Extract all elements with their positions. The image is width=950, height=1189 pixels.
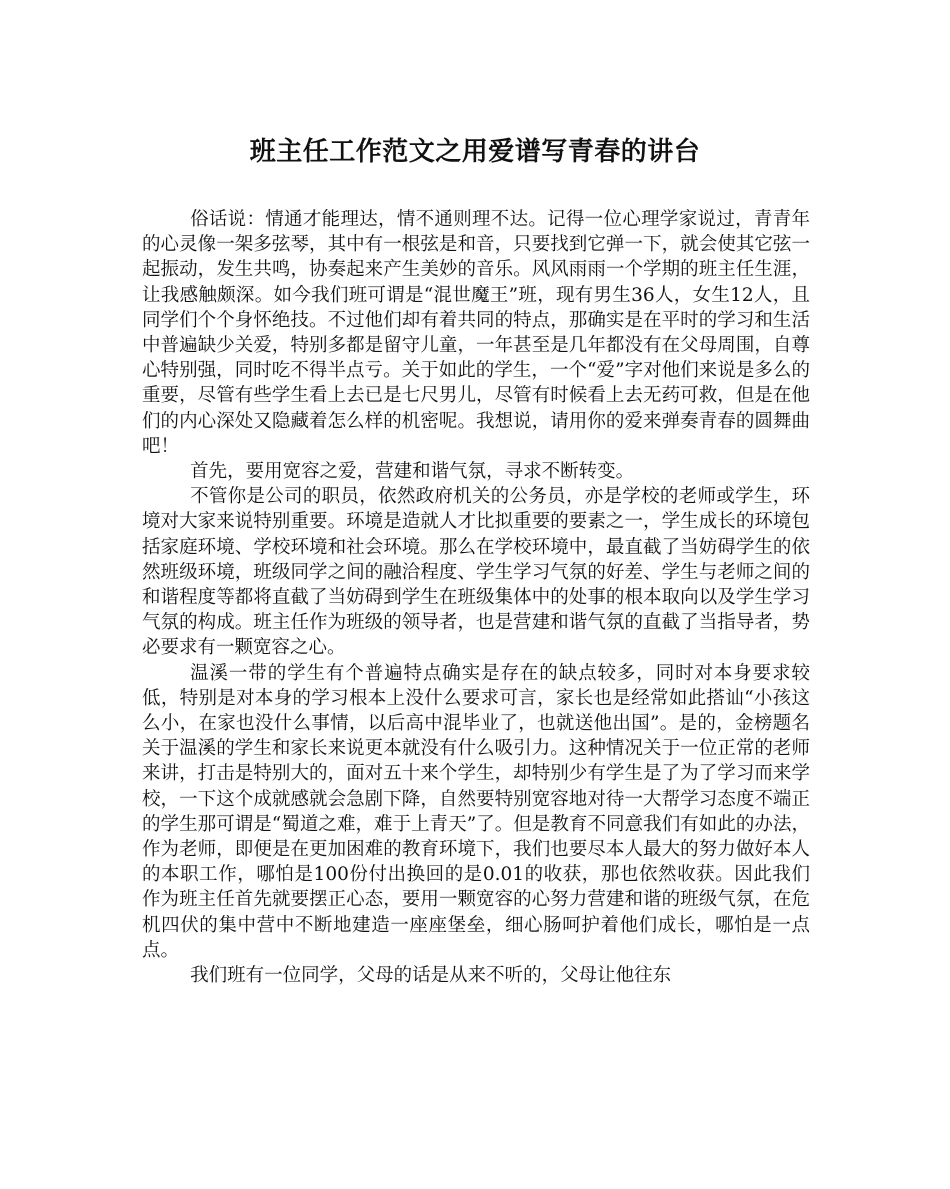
paragraph: 俗话说：情通才能理达，情不通则理不达。记得一位心理学家说过，青青年的心灵像一架多弦琴，其中有一根弦是和音，只要找到它弹一下，就会使其它弦一起振动，发生共鸣，协奏起来产生美妙的音乐。风风雨雨一个学期的班主任生涯，让我感触颇深。如今我们班可谓是“混世魔王”班，现有男生36人，女生12人，且同学们个个身怀绝技。不过他们却有着共同的特点，那确实是在平时的学习和生活中普遍缺少关爱，特别多都是留守儿童，一年甚至是几年都没有在父母周围，自尊心特别强，同时吃不得半点亏。关于如此的学生，一个“爱”字对他们来说是多么的重要，尽管有些学生看上去已是七尺男儿，尽管有时候看上去无药可救，但是在他们的内心深处又隐藏着怎么样的机密呢。我想说，请用你的爱来弹奏青春的圆舞曲吧！	[142, 209, 810, 457]
document-body	[142, 207, 810, 988]
paragraph: 首先，要用宽容之爱，营建和谐气氛，寻求不断转变。	[190, 461, 635, 483]
paragraph: 我们班有一位同学，父母的话是从来不听的，父母让他往东	[190, 965, 672, 987]
paragraph: 温溪一带的学生有个普遍特点确实是存在的缺点较多，同时对本身要求较低，特别是对本身的学习根本上没什么要求可言，家长也是经常如此搭讪“小孩这么小，在家也没什么事情，以后高中混毕业了，也就送他出国”。是的，金榜题名关于温溪的学生和家长来说更本就没有什么吸引力。这种情况关于一位正常的老师来讲，打击是特别大的，面对五十来个学生，却特别少有学生是了为了学习而来学校，一下这个成就感就会急剧下降，自然要特别宽容地对待一大帮学习态度不端正的学生那可谓是“蜀道之难，难于上青天”了。但是教育不同意我们有如此的办法，作为老师，即便是在更加困难的教育环境下，我们也要尽本人最大的努力做好本人的本职工作，哪怕是100份付出换回的是0.01的收获，那也依然收获。因此我们作为班主任首先就要摆正心态，要用一颗宽容的心努力营建和谐的班级气氛，在危机四伏的集中营中不断地建造一座座堡垒，细心肠呵护着他们成长，哪怕是一点点。	[142, 662, 810, 961]
paragraph: 不管你是公司的职员，依然政府机关的公务员，亦是学校的老师或学生，环境对大家来说特别重要。环境是造就人才比拟重要的要素之一，学生成长的环境包括家庭环境、学校环境和社会环境。那么在学校环境中，最直截了当妨碍学生的依然班级环境，班级同学之间的融洽程度、学生学习气氛的好差、学生与老师之间的和谐程度等都将直截了当妨碍到学生在班级集体中的处事的根本取向以及学生学习气氛的构成。班主任作为班级的领导者，也是营建和谐气氛的直截了当指导者，势必要求有一颗宽容之心。	[142, 486, 810, 659]
document-title: 班主任工作范文之用爱谱写青春的讲台	[249, 137, 701, 167]
